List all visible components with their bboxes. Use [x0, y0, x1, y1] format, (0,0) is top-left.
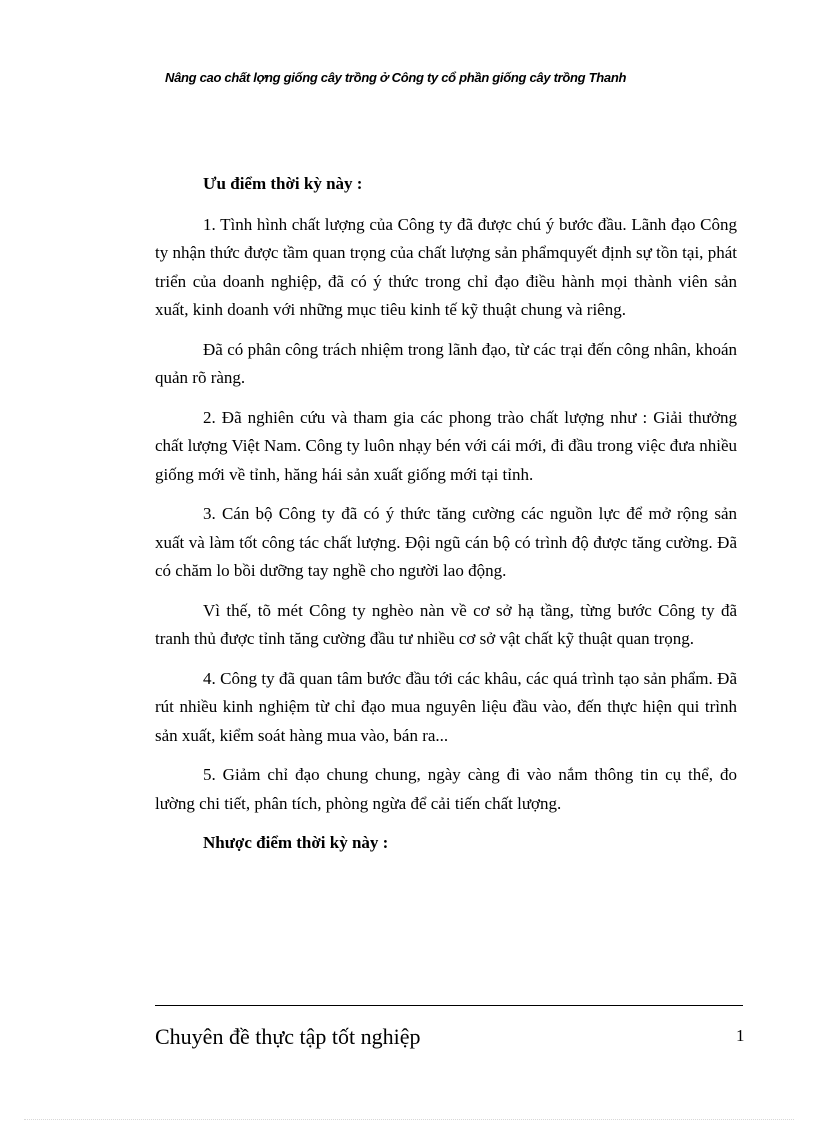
- heading-strengths: Ưu điểm thời kỳ này :: [203, 174, 363, 193]
- document-body: [155, 170, 737, 870]
- paragraph: 3. Cán bộ Công ty đã có ý thức tăng cường các nguồn lực để mở rộng sản xuất và làm tốt công tác chất lượng. Đội ngũ cán bộ có trình độ được tăng cường. Đã có chăm lo bồi dưỡng tay nghề cho người lao động.: [155, 504, 737, 580]
- paragraph: Đã có phân công trách nhiệm trong lãnh đạo, từ các trại đến công nhân, khoán quản rõ ràng.: [155, 339, 737, 387]
- page-edge-divider: [24, 1119, 794, 1120]
- page-number: 1: [736, 1026, 745, 1045]
- footer-title: Chuyên đề thực tập tốt nghiệp: [155, 1024, 421, 1049]
- paragraph: 4. Công ty đã quan tâm bước đầu tới các khâu, các quá trình tạo sản phẩm. Đã rút nhiều kinh nghiệm từ chỉ đạo mua nguyên liệu đầu vào, đến thực hiện qui trình sản xuất, kiểm soát hàng mua vào, bán ra...: [155, 668, 737, 745]
- paragraph: 5. Giảm chỉ đạo chung chung, ngày càng đi vào nắm thông tin cụ thể, đo lường chi tiết, phân tích, phòng ngừa để cải tiến chất lượng.: [155, 765, 737, 813]
- footer-divider: [155, 1005, 743, 1006]
- heading-weaknesses: Nhược điểm thời kỳ này :: [203, 833, 389, 852]
- paragraph: 1. Tình hình chất lượng của Công ty đã được chú ý bước đầu. Lãnh đạo Công ty nhận thức được tầm quan trọng của chất lượng sản phẩmquyết định sự tồn tại, phát triển của doanh nghiệp, đã có ý thức trong chỉ đạo điều hành mọi thành viên sản xuất, kinh doanh với những mục tiêu kinh tế kỹ thuật chung và riêng.: [155, 214, 737, 319]
- paragraph: Vì thế, tõ mét Công ty nghèo nàn về cơ sở hạ tầng, từng bước Công ty đã tranh thủ được tỉnh tăng cường đầu tư nhiều cơ sở vật chất kỹ thuật quan trọng.: [155, 600, 737, 648]
- paragraph: 2. Đã nghiên cứu và tham gia các phong trào chất lượng như : Giải thưởng chất lượng Việt Nam. Công ty luôn nhạy bén với cái mới, đi đầu trong việc đưa nhiều giống mới về tỉnh, hăng hái sản xuất giống mới tại tỉnh.: [155, 407, 737, 484]
- running-header: Nâng cao chất lợng giống cây trồng ở Công ty cổ phần giống cây trồng Thanh: [165, 70, 627, 85]
